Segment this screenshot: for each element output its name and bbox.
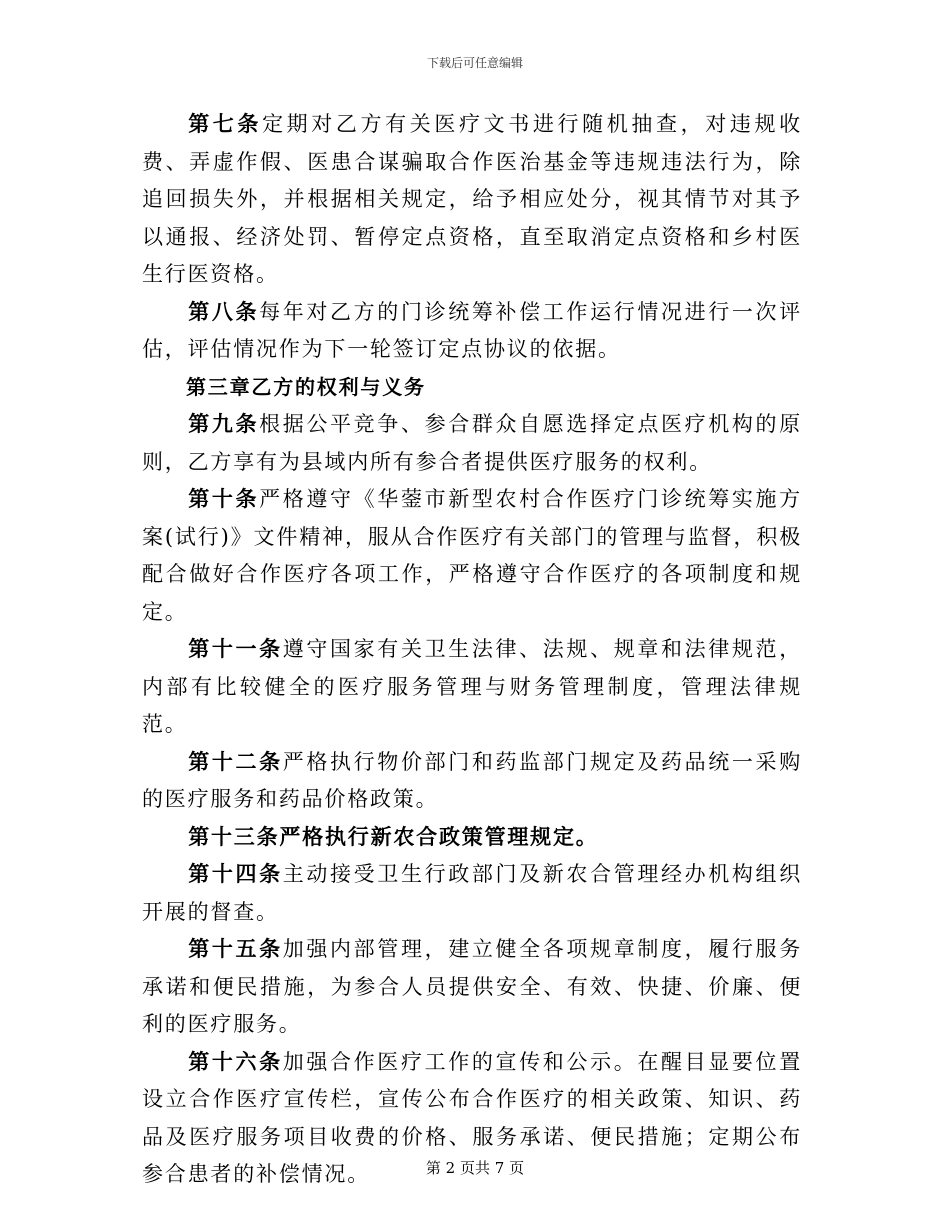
article-label: 第九条 (188, 412, 260, 436)
page-header: 下载后可任意编辑 (426, 56, 523, 70)
article-text: 主动接受卫生行政部门及新农合管理经办机构组织开展的督查。 (142, 862, 802, 924)
article-label: 第十四条 (188, 862, 283, 886)
article-label: 第十六条 (188, 1049, 283, 1074)
article-text: 每年对乙方的门诊统筹补偿工作运行情况进行一次评估，评估情况作为下一轮签订定点协议的依据。 (142, 299, 802, 361)
article-14 (142, 856, 802, 931)
document-body (142, 106, 802, 1194)
article-text: 遵守国家有关卫生法律、法规、规章和法律规范，内部有比较健全的医疗服务管理与财务管理制度，管理法律规范。 (142, 637, 802, 736)
article-label: 第八条 (188, 299, 260, 324)
article-10 (142, 481, 802, 631)
article-7 (142, 106, 802, 294)
article-12 (142, 744, 802, 819)
article-text: 严格执行物价部门和药监部门规定及药品统一采购的医疗服务和药品价格政策。 (142, 749, 802, 811)
article-text: 定期对乙方有关医疗文书进行随机抽查，对违规收费、弄虚作假、医患合谋骗取合作医治基金等违规违法行为，除追回损失外，并根据相关规定，给予相应处分，视其情节对其予以通报、经济处罚、暂停定点资格，直至取消定点资格和乡村医生行医资格。 (142, 112, 802, 286)
article-label: 第十条 (188, 487, 260, 511)
article-text: 根据公平竞争、参合群众自愿选择定点医疗机构的原则，乙方享有为县域内所有参合者提供医疗服务的权利。 (142, 412, 802, 474)
article-text: 加强合作医疗工作的宣传和公示。在醒目显要位置设立合作医疗宣传栏，宣传公布合作医疗的相关政策、知识、药品及医疗服务项目收费的价格、服务承诺、便民措施；定期公布参合患者的补偿情况。 (142, 1049, 802, 1186)
article-text: 加强内部管理，建立健全各项规章制度，履行服务承诺和便民措施，为参合人员提供安全、有效、快捷、价廉、便利的医疗服务。 (142, 937, 802, 1036)
article-label: 第七条 (188, 112, 263, 136)
article-label: 第十三条严格执行新农合政策管理规定。 (188, 824, 599, 849)
article-label: 第十一条 (188, 637, 283, 661)
article-9 (142, 406, 802, 481)
article-label: 第十二条 (188, 749, 283, 774)
article-label: 第十五条 (188, 937, 283, 961)
article-8 (142, 294, 802, 369)
article-15 (142, 931, 802, 1044)
chapter-heading: 第三章乙方的权利与义务 (186, 374, 426, 399)
article-11 (142, 631, 802, 744)
article-text: 严格遵守《华蓥市新型农村合作医疗门诊统筹实施方案(试行)》文件精神，服从合作医疗有关部门的管理与监督，积极配合做好合作医疗各项工作，严格遵守合作医疗的各项制度和规定。 (142, 487, 802, 624)
article-13 (142, 819, 802, 857)
page-footer: 第 2 页共 7 页 (425, 1159, 525, 1177)
